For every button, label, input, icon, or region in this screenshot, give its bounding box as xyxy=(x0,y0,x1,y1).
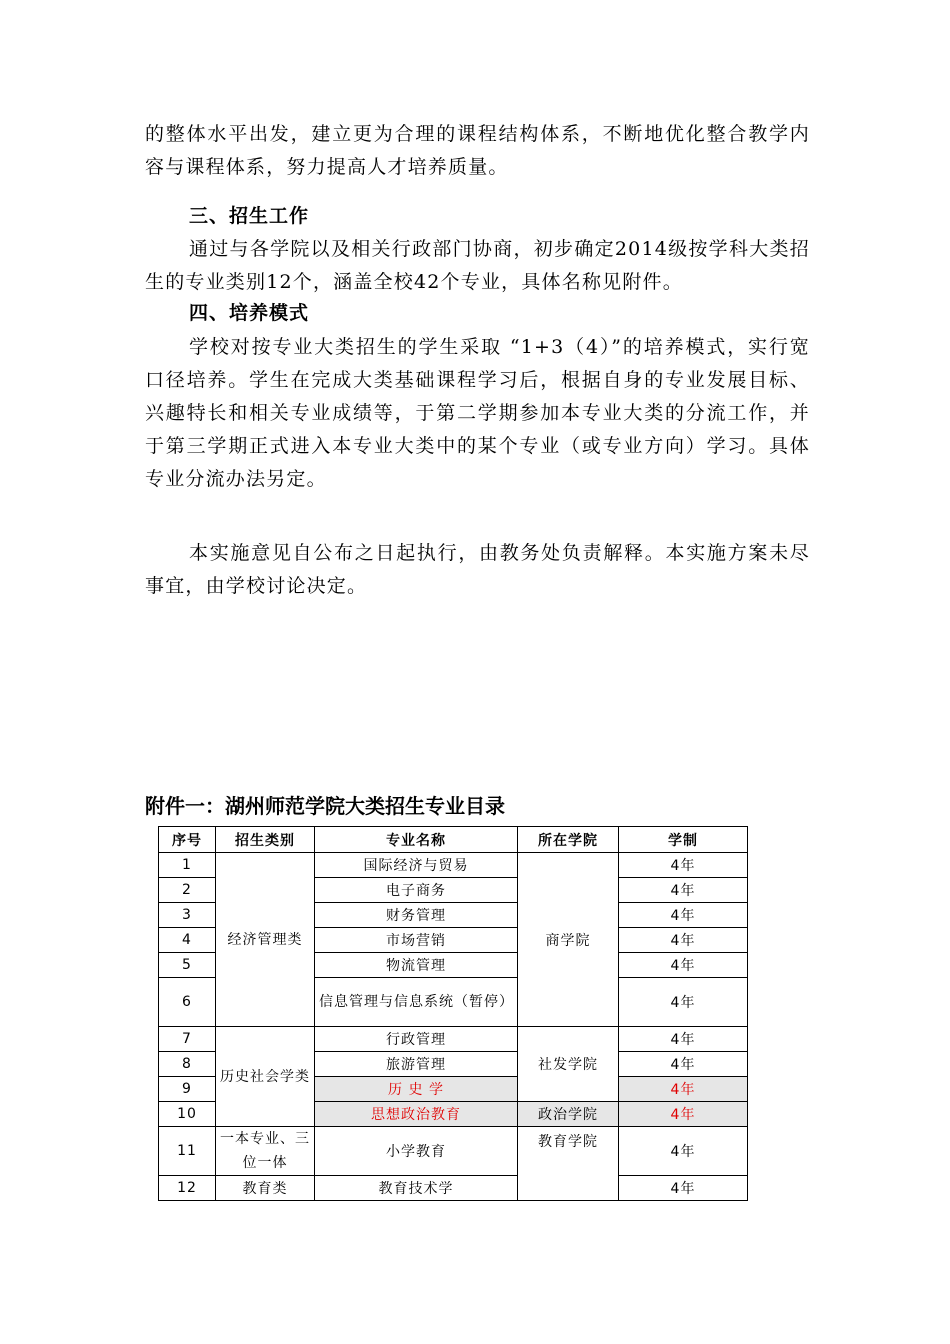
cell-years: 4年 xyxy=(619,978,748,1027)
paragraph-training-mode: 学校对按专业大类招生的学生采取 “1+3（4）”的培养模式，实行宽口径培养。学生在完成大类基础课程学习后，根据自身的专业发展目标、兴趣特长和相关专业成绩等，于第二学期参加本专业大类的分流工作，并于第三学期正式进入本专业大类中的某个专业（或专业方向）学习。具体专业分流办法另定。 xyxy=(145,336,810,490)
cell-years: 4年 xyxy=(619,1077,748,1102)
cell-major: 教育技术学 xyxy=(315,1176,518,1201)
cell-no: 2 xyxy=(159,878,216,903)
header-years: 学制 xyxy=(619,827,748,853)
cell-years: 4年 xyxy=(619,1127,748,1176)
cell-years: 4年 xyxy=(619,1052,748,1077)
table-row xyxy=(159,853,748,878)
cell-major: 市场营销 xyxy=(315,928,518,953)
cell-years: 4年 xyxy=(619,853,748,878)
header-category: 招生类别 xyxy=(216,827,315,853)
paragraph-curriculum: 的整体水平出发，建立更为合理的课程结构体系，不断地优化整合教学内容与课程体系，努力提高人才培养质量。 xyxy=(145,123,810,178)
cell-major: 财务管理 xyxy=(315,903,518,928)
cell-college: 社发学院 xyxy=(518,1027,619,1102)
table-row xyxy=(159,1127,748,1176)
cell-no: 7 xyxy=(159,1027,216,1052)
cell-no: 3 xyxy=(159,903,216,928)
cell-major: 小学教育 xyxy=(315,1127,518,1176)
table-row xyxy=(159,1176,748,1201)
cell-years: 4年 xyxy=(619,903,748,928)
cell-years: 4年 xyxy=(619,878,748,903)
cell-years: 4年 xyxy=(619,1027,748,1052)
cell-no: 12 xyxy=(159,1176,216,1201)
cell-college: 政治学院 xyxy=(518,1102,619,1127)
attachment-title: 附件一：湖州师范学院大类招生专业目录 xyxy=(145,794,505,818)
section-heading-training-mode: 四、培养模式 xyxy=(189,302,310,324)
cell-years: 4年 xyxy=(619,1102,748,1127)
cell-college: 教育学院 xyxy=(518,1127,619,1201)
cell-major: 信息管理与信息系统（暂停） xyxy=(315,978,518,1027)
major-catalog-table xyxy=(158,826,748,1201)
cell-no: 1 xyxy=(159,853,216,878)
table-row xyxy=(159,1027,748,1052)
cell-no: 9 xyxy=(159,1077,216,1102)
cell-category: 教育类 xyxy=(216,1176,315,1201)
cell-no: 5 xyxy=(159,953,216,978)
cell-major: 电子商务 xyxy=(315,878,518,903)
table-header-row xyxy=(159,827,748,853)
cell-major: 物流管理 xyxy=(315,953,518,978)
cell-no: 4 xyxy=(159,928,216,953)
cell-major: 历 史 学 xyxy=(315,1077,518,1102)
paragraph-enrollment: 通过与各学院以及相关行政部门协商，初步确定2014级按学科大类招生的专业类别12个，涵盖全校42个专业，具体名称见附件。 xyxy=(145,238,810,293)
cell-major: 思想政治教育 xyxy=(315,1102,518,1127)
cell-years: 4年 xyxy=(619,928,748,953)
section-heading-enrollment: 三、招生工作 xyxy=(189,205,310,227)
cell-years: 4年 xyxy=(619,1176,748,1201)
cell-no: 10 xyxy=(159,1102,216,1127)
cell-no: 8 xyxy=(159,1052,216,1077)
cell-category: 历史社会学类 xyxy=(216,1027,315,1127)
cell-major: 行政管理 xyxy=(315,1027,518,1052)
header-college: 所在学院 xyxy=(518,827,619,853)
cell-no: 6 xyxy=(159,978,216,1027)
cell-years: 4年 xyxy=(619,953,748,978)
header-major: 专业名称 xyxy=(315,827,518,853)
paragraph-implementation: 本实施意见自公布之日起执行，由教务处负责解释。本实施方案未尽事宜，由学校讨论决定。 xyxy=(145,542,810,597)
cell-major: 旅游管理 xyxy=(315,1052,518,1077)
cell-major: 国际经济与贸易 xyxy=(315,853,518,878)
header-no: 序号 xyxy=(159,827,216,853)
cell-no: 11 xyxy=(159,1127,216,1176)
cell-category: 经济管理类 xyxy=(216,853,315,1027)
cell-college: 商学院 xyxy=(518,853,619,1027)
cell-category: 一本专业、三位一体 xyxy=(216,1127,315,1176)
